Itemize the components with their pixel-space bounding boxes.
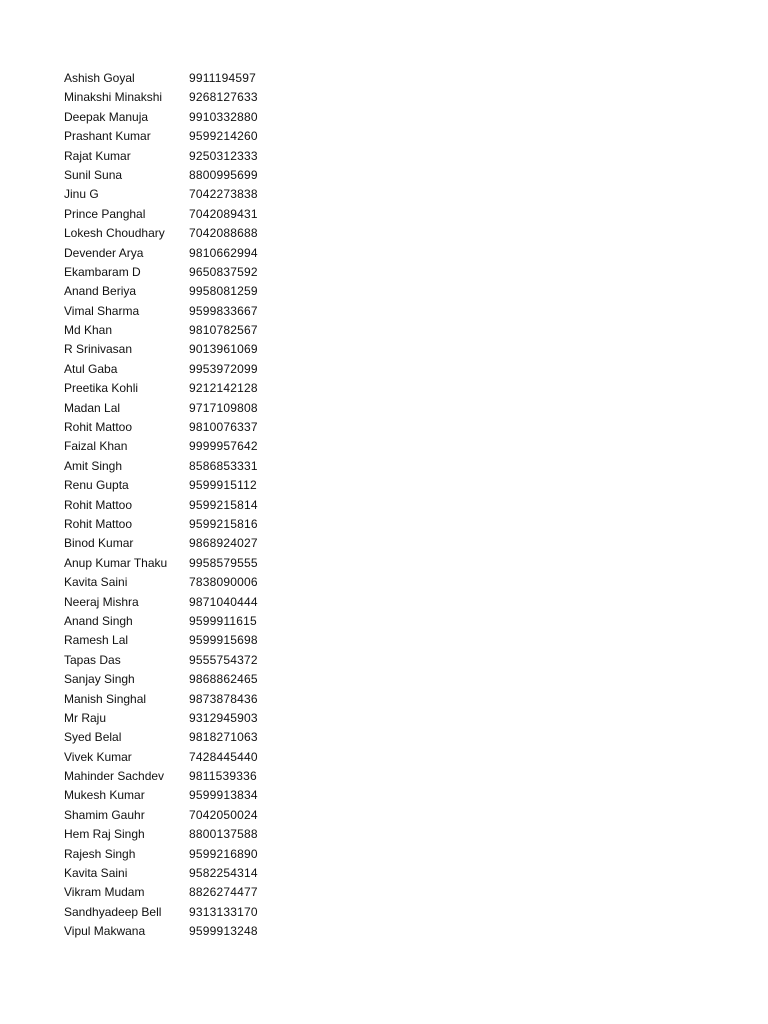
contact-phone-cell: 9873878436: [189, 691, 258, 706]
contact-phone-cell: 9599214260: [189, 129, 258, 144]
contact-phone-cell: 9268127633: [189, 90, 258, 105]
table-row: [64, 379, 284, 398]
contact-name-cell: R Srinivasan: [64, 342, 133, 357]
contact-name-cell: Rajat Kumar: [64, 148, 131, 163]
contact-name-cell: Ramesh Lal: [64, 633, 129, 648]
contact-phone-cell: 7428445440: [189, 749, 258, 764]
contact-name-cell: Vikram Mudam: [64, 885, 145, 900]
contact-name-cell: Hem Raj Singh: [64, 827, 145, 842]
contact-phone-cell: 9599915698: [189, 633, 258, 648]
table-row: [64, 88, 284, 107]
table-row: [64, 709, 284, 728]
contact-name-cell: Sanjay Singh: [64, 672, 135, 687]
table-row: [64, 554, 284, 573]
contact-phone-cell: 9599915112: [189, 478, 257, 493]
table-row: [64, 534, 284, 553]
contact-name-cell: Prashant Kumar: [64, 129, 151, 144]
contact-phone-cell: 9810782567: [189, 323, 258, 338]
contact-phone-cell: 7042088688: [189, 226, 258, 241]
table-row: [64, 922, 284, 941]
contact-name-cell: Prince Panghal: [64, 206, 146, 221]
contact-phone-cell: 9911194597: [189, 71, 256, 85]
contact-name-cell: Atul Gaba: [64, 361, 118, 376]
table-row: [64, 612, 284, 631]
table-row: [64, 360, 284, 379]
table-row: [64, 651, 284, 670]
table-row: [64, 147, 284, 166]
table-row: [64, 166, 284, 185]
table-row: [64, 224, 284, 243]
contact-phone-cell: 9212142128: [189, 381, 258, 396]
contact-phone-cell: 9810076337: [189, 420, 258, 435]
contact-name-cell: Preetika Kohli: [64, 381, 139, 396]
contact-name-cell: Kavita Saini: [64, 866, 128, 881]
table-row: [64, 244, 284, 263]
table-row: [64, 496, 284, 515]
table-row: [64, 903, 284, 922]
contact-name-cell: Deepak Manuja: [64, 109, 149, 124]
contact-name-cell: Vipul Makwana: [64, 924, 146, 939]
table-row: [64, 631, 284, 650]
contact-name-cell: Md Khan: [64, 323, 113, 338]
contact-name-cell: Anand Beriya: [64, 284, 137, 299]
contact-phone-cell: 8826274477: [189, 885, 258, 900]
table-row: [64, 263, 284, 282]
contact-phone-cell: 9999957642: [189, 439, 258, 454]
contact-phone-cell: 9312945903: [189, 710, 258, 725]
contact-phone-cell: 9818271063: [189, 730, 258, 745]
contact-name-cell: Renu Gupta: [64, 478, 129, 493]
contact-name-cell: Rohit Mattoo: [64, 497, 133, 512]
contact-phone-cell: 9868924027: [189, 536, 258, 551]
contact-name-cell: Ashish Goyal: [64, 71, 135, 85]
contact-phone-cell: 9958081259: [189, 284, 258, 299]
contact-name-cell: Syed Belal: [64, 730, 122, 745]
contact-phone-cell: 9599215814: [189, 497, 258, 512]
contact-name-cell: Kavita Saini: [64, 575, 128, 590]
contact-name-cell: Binod Kumar: [64, 536, 134, 551]
table-row: [64, 728, 284, 747]
contact-phone-cell: 8586853331: [189, 458, 258, 473]
contact-name-cell: Manish Singhal: [64, 691, 147, 706]
contact-phone-cell: 9868862465: [189, 672, 258, 687]
contact-phone-cell: 9953972099: [189, 361, 258, 376]
contact-phone-cell: 9599833667: [189, 303, 258, 318]
contact-name-cell: Sunil Suna: [64, 167, 123, 182]
table-row: [64, 786, 284, 805]
contact-phone-cell: 9599911615: [189, 613, 257, 628]
table-row: [64, 883, 284, 902]
table-row: [64, 205, 284, 224]
contact-phone-cell: 9910332880: [189, 109, 258, 124]
table-row: [64, 418, 284, 437]
contact-name-cell: Ekambaram D: [64, 264, 141, 279]
table-row: [64, 457, 284, 476]
contact-phone-cell: 9313133170: [189, 904, 258, 919]
contact-phone-cell: 9013961069: [189, 342, 258, 357]
contact-name-cell: Neeraj Mishra: [64, 594, 139, 609]
contact-phone-cell: 7838090006: [189, 575, 258, 590]
table-row: [64, 69, 284, 88]
table-row: [64, 845, 284, 864]
contact-phone-cell: 7042050024: [189, 807, 258, 822]
contact-phone-cell: 9250312333: [189, 148, 258, 163]
table-row: [64, 437, 284, 456]
table-row: [64, 573, 284, 592]
table-row: [64, 340, 284, 359]
contact-name-cell: Lokesh Choudhary: [64, 226, 165, 241]
contact-phone-cell: 8800137588: [189, 827, 258, 842]
table-row: [64, 476, 284, 495]
contact-phone-cell: 9599215816: [189, 516, 258, 531]
contact-name-cell: Faizal Khan: [64, 439, 128, 454]
table-row: [64, 767, 284, 786]
table-row: [64, 690, 284, 709]
contact-phone-cell: 8800995699: [189, 167, 258, 182]
table-row: [64, 399, 284, 418]
contact-name-cell: Anup Kumar Thaku: [64, 555, 168, 570]
contact-phone-cell: 7042089431: [189, 206, 258, 221]
contact-name-cell: Mukesh Kumar: [64, 788, 145, 803]
contact-name-cell: Jinu G: [64, 187, 99, 202]
contact-phone-cell: 9810662994: [189, 245, 258, 260]
contact-phone-cell: 9599216890: [189, 846, 258, 861]
contact-name-cell: Tapas Das: [64, 652, 121, 667]
contact-phone-cell: 9599913248: [189, 924, 258, 939]
table-row: [64, 864, 284, 883]
contact-name-cell: Rohit Mattoo: [64, 420, 133, 435]
contact-name-cell: Devender Arya: [64, 245, 144, 260]
contact-name-cell: Mahinder Sachdev: [64, 769, 165, 784]
contact-phone-cell: 9717109808: [189, 400, 258, 415]
contact-name-cell: Mr Raju: [64, 710, 107, 725]
table-row: [64, 825, 284, 844]
table-row: [64, 108, 284, 127]
contact-name-cell: Madan Lal: [64, 400, 121, 415]
table-row: [64, 806, 284, 825]
table-row: [64, 593, 284, 612]
contact-phone-cell: 9811539336: [189, 769, 257, 784]
contact-phone-cell: 9599913834: [189, 788, 258, 803]
table-row: [64, 302, 284, 321]
contact-name-cell: Vivek Kumar: [64, 749, 132, 764]
contact-phone-cell: 7042273838: [189, 187, 258, 202]
table-row: [64, 185, 284, 204]
contact-name-cell: Rohit Mattoo: [64, 516, 133, 531]
contact-name-cell: Amit Singh: [64, 458, 123, 473]
contact-name-cell: Vimal Sharma: [64, 303, 140, 318]
contact-name-cell: Rajesh Singh: [64, 846, 136, 861]
contact-name-cell: Shamim Gauhr: [64, 807, 145, 822]
table-row: [64, 748, 284, 767]
table-row: [64, 127, 284, 146]
table-row: [64, 282, 284, 301]
table-row: [64, 670, 284, 689]
contact-name-cell: Sandhyadeep Bell: [64, 904, 162, 919]
contact-table: [64, 69, 284, 942]
contact-phone-cell: 9871040444: [189, 594, 258, 609]
contact-name-cell: Minakshi Minakshi: [64, 90, 163, 105]
contact-phone-cell: 9958579555: [189, 555, 258, 570]
table-row: [64, 321, 284, 340]
contact-phone-cell: 9650837592: [189, 264, 258, 279]
contact-name-cell: Anand Singh: [64, 613, 133, 628]
table-row: [64, 515, 284, 534]
contact-phone-cell: 9555754372: [189, 652, 258, 667]
contact-phone-cell: 9582254314: [189, 866, 258, 881]
